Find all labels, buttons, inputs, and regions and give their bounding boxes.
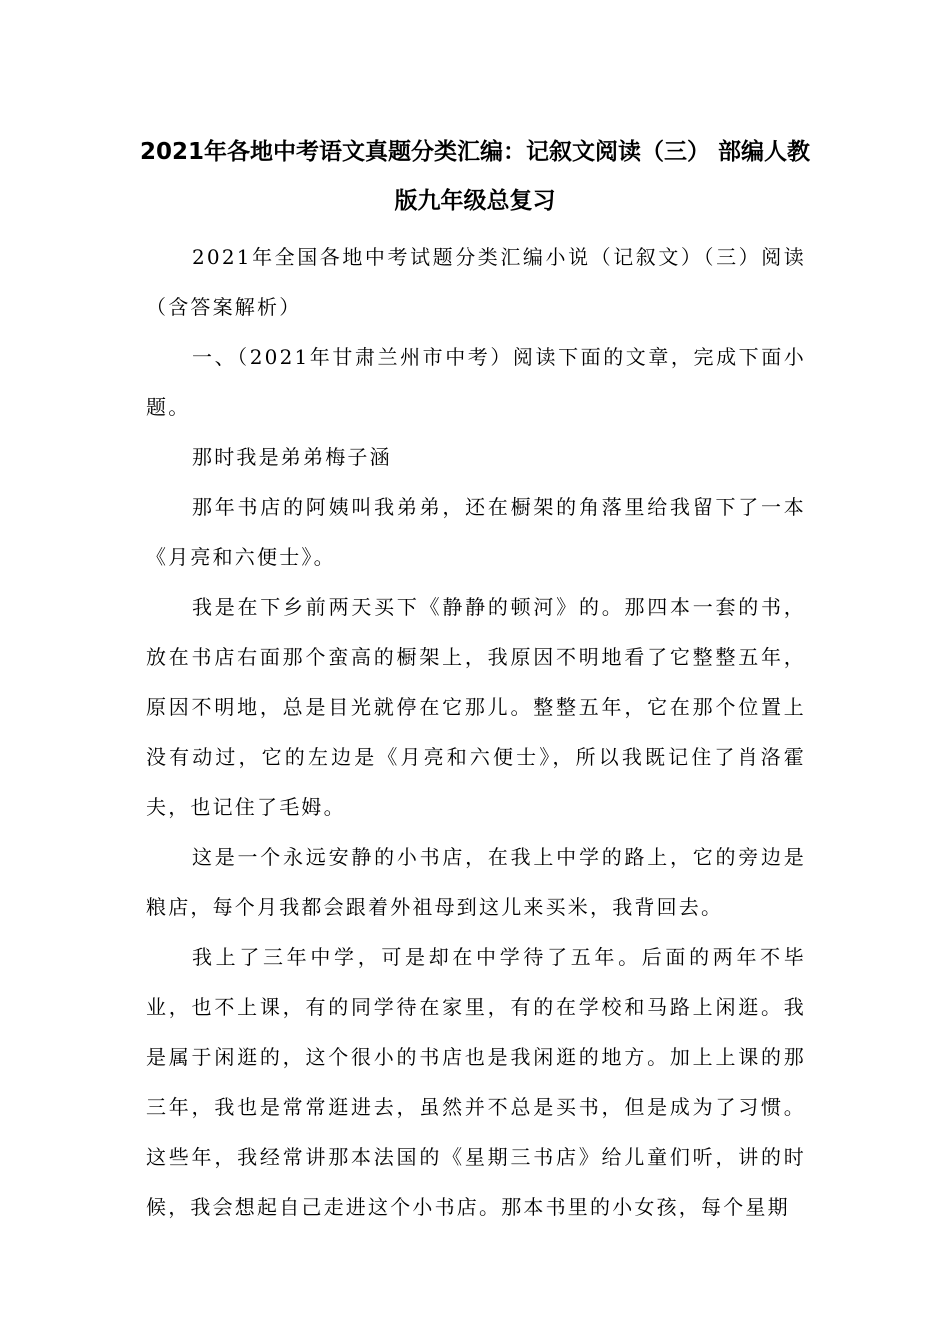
paragraph: 那年书店的阿姨叫我弟弟，还在橱架的角落里给我留下了一本《月亮和六便士》。: [146, 495, 806, 569]
paragraph: 这是一个永远安静的小书店，在我上中学的路上，它的旁边是粮店，每个月我都会跟着外祖母到这儿来买米，我背回去。: [146, 845, 806, 919]
paragraph: 我上了三年中学，可是却在中学待了五年。后面的两年不毕业，也不上课，有的同学待在家里，有的在学校和马路上闲逛。我是属于闲逛的，这个很小的书店也是我闲逛的地方。加上上课的那三年，我也是常常逛进去，虽然并不总是买书，但是成为了习惯。这些年，我经常讲那本法国的《星期三书店》给儿童们听，讲的时候，我会想起自己走进这个小书店。那本书里的小女孩，每个星期: [146, 945, 806, 1219]
paragraph-subtitle: 2021年全国各地中考试题分类汇编小说（记叙文）（三）阅读（含答案解析）: [146, 245, 806, 319]
document-title-line-2: 版九年级总复习: [394, 188, 556, 214]
document-body: [146, 232, 806, 1232]
paragraph: 我是在下乡前两天买下《静静的顿河》的。那四本一套的书，放在书店右面那个蛮高的橱架上，我原因不明地看了它整整五年，原因不明地，总是目光就停在它那儿。整整五年，它在那个位置上没有动过，它的左边是《月亮和六便士》，所以我既记住了肖洛霍夫，也记住了毛姆。: [146, 595, 806, 819]
document-title-line-1: 2021年各地中考语文真题分类汇编：记叙文阅读（三） 部编人教: [139, 139, 811, 165]
paragraph-article-title: 那时我是弟弟梅子涵: [192, 445, 392, 469]
paragraph-question-intro: 一、（2021年甘肃兰州市中考）阅读下面的文章，完成下面小题。: [146, 345, 806, 419]
